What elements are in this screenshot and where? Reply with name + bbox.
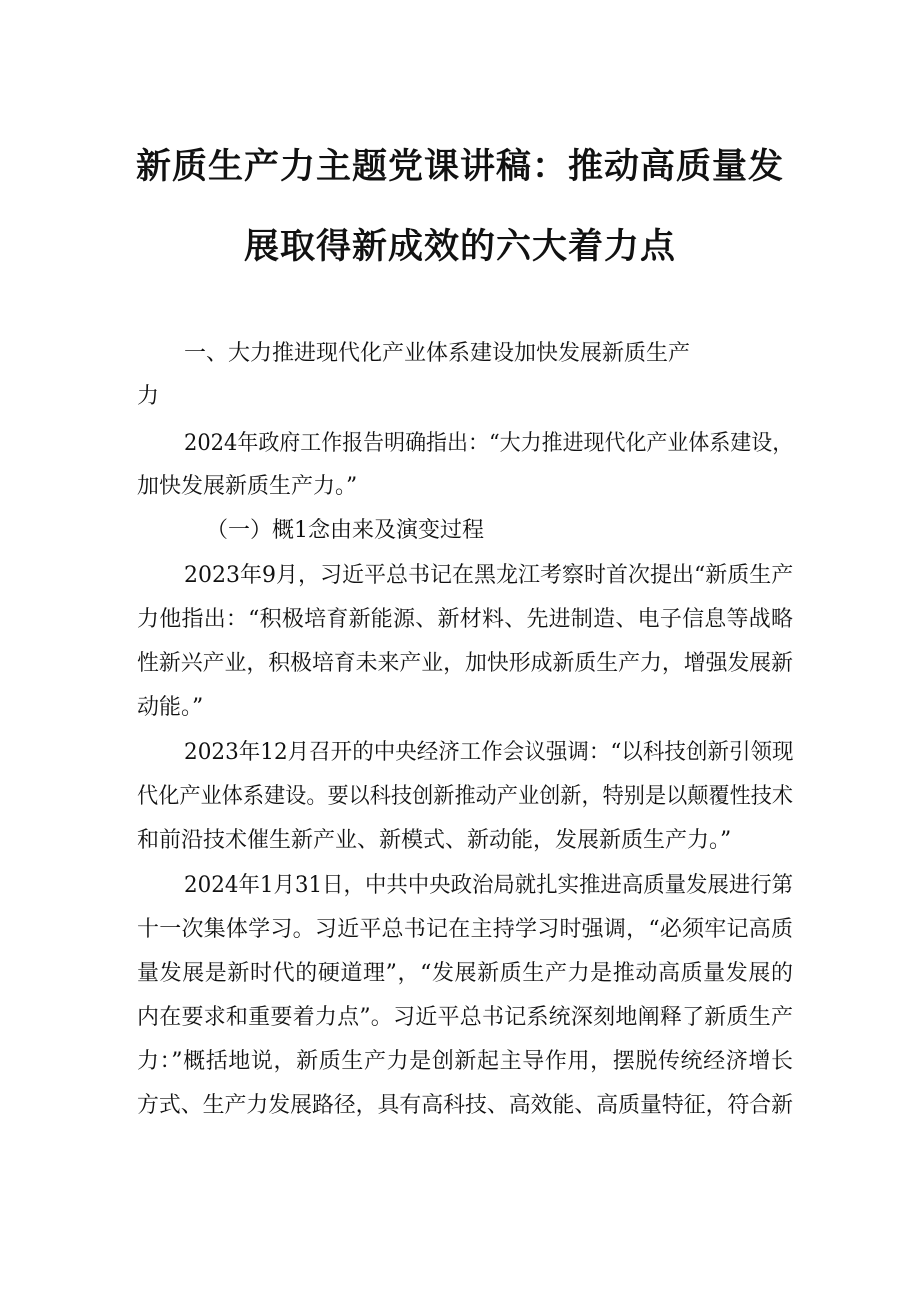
paragraph-line: 力：”概括地说，新质生产力是创新起主导作用，摆脱传统经济增长: [137, 1049, 793, 1074]
paragraph-line: 代化产业体系建设。要以科技创新推动产业创新，特别是以颠覆性技术: [137, 784, 794, 809]
document-title-line-2: 展取得新成效的六大着力点: [243, 227, 676, 267]
paragraph-line: 内在要求和重要着力点”。习近平总书记系统深刻地阐释了新质生产: [137, 1005, 793, 1030]
section-heading-line-2: 力: [137, 384, 160, 409]
paragraph-line: 2023年9月，习近平总书记在黑龙江考察时首次提出“新质生产: [184, 563, 794, 588]
paragraph-line: 和前沿技术催生新产业、新模式、新动能，发展新质生产力。”: [137, 828, 732, 853]
paragraph-line: 2024年政府工作报告明确指出：“大力推进现代化产业体系建设，: [184, 431, 794, 456]
paragraph-line: 动能。”: [137, 695, 204, 720]
paragraph-line: 十一次集体学习。习近平总书记在主持学习时强调，“必须牢记高质: [137, 917, 793, 942]
paragraph-line: 加快发展新质生产力。”: [137, 474, 358, 499]
paragraph-line: 力他指出：“积极培育新能源、新材料、先进制造、电子信息等战略: [137, 607, 793, 632]
paragraph-line: 量发展是新时代的硬道理”，“发展新质生产力是推动高质量发展的: [137, 961, 793, 986]
subsection-heading: （一）概1念由来及演变过程: [206, 518, 484, 543]
paragraph-line: 方式、生产力发展路径，具有高科技、高效能、高质量特征，符合新: [137, 1093, 794, 1118]
document-title-line-1: 新质生产力主题党课讲稿：推动高质量发: [135, 147, 784, 187]
section-heading-line-1: 一、大力推进现代化产业体系建设加快发展新质生产: [184, 341, 691, 366]
paragraph-line: 2024年1月31日，中共中央政治局就扎实推进高质量发展进行第: [184, 873, 794, 898]
paragraph-line: 性新兴产业，积极培育未来产业，加快形成新质生产力，增强发展新: [137, 651, 794, 676]
paragraph-line: 2023年12月召开的中央经济工作会议强调：“以科技创新引领现: [184, 740, 794, 765]
